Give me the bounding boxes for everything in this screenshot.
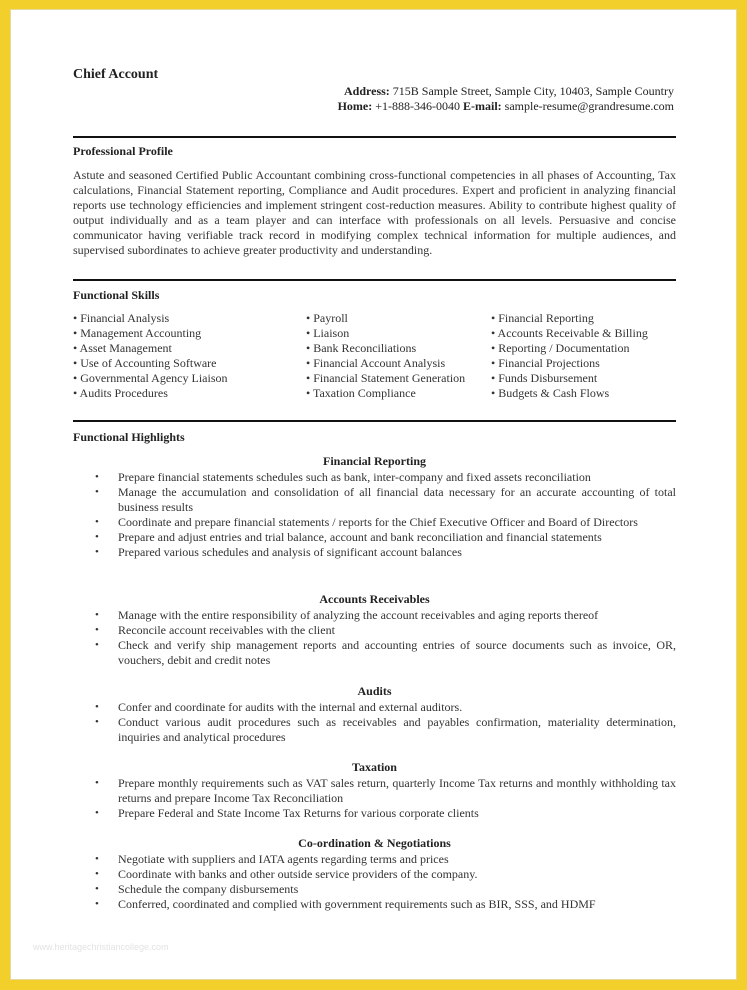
- bullet-icon: •: [95, 639, 99, 651]
- list-item: • Prepare Federal and State Income Tax Returns for various corporate clients: [95, 806, 479, 820]
- skills-column-2: [306, 311, 465, 401]
- bullet-icon: •: [95, 471, 99, 483]
- skill-item: • Use of Accounting Software: [73, 356, 217, 370]
- skills-heading: Functional Skills: [73, 288, 160, 302]
- skill-item: • Taxation Compliance: [306, 386, 416, 400]
- subsection-heading: Co-ordination & Negotiations: [298, 836, 451, 850]
- skill-item: • Bank Reconciliations: [306, 341, 417, 355]
- list-item: • Reconcile account receivables with the client: [95, 623, 335, 637]
- list-item: • Manage the accumulation and consolidation of all financial data necessary for an accurate accounting of total business results: [95, 485, 676, 514]
- bullet-icon: •: [95, 609, 99, 621]
- accounts-receivables-list: [73, 608, 676, 668]
- bullet-icon: •: [95, 701, 99, 713]
- skill-item: • Management Accounting: [73, 326, 202, 340]
- address-value: 715B Sample Street, Sample City, 10403, Sample Country: [392, 84, 674, 98]
- skill-item: • Financial Analysis: [73, 311, 170, 325]
- audits-list: [73, 700, 676, 745]
- list-item: • Prepared various schedules and analysis of significant account balances: [95, 545, 462, 559]
- bullet-icon: •: [95, 516, 99, 528]
- bullet-icon: •: [95, 777, 99, 789]
- highlights-heading: Functional Highlights: [73, 430, 185, 444]
- watermark-text: www.heritagechristiancollege.com: [33, 942, 169, 952]
- list-item: • Check and verify ship management reports and accounting entries of source documents such as invoice, OR, vouchers, debit and credit notes: [95, 638, 676, 667]
- list-item: • Manage with the entire responsibility of analyzing the account receivables and aging reports thereof: [95, 608, 599, 622]
- resume-title: Chief Account: [73, 67, 159, 82]
- taxation-list: [73, 776, 676, 821]
- skills-column-3: [491, 311, 648, 401]
- coordination-list: [73, 852, 676, 912]
- divider-3: [73, 420, 676, 422]
- financial-reporting-list: [73, 470, 676, 560]
- bullet-icon: •: [95, 807, 99, 819]
- skill-item: • Payroll: [306, 311, 348, 325]
- bullet-icon: •: [95, 531, 99, 543]
- profile-text: Astute and seasoned Certified Public Accountant combining cross-functional competencies in all phases of Accounting, Tax calculations, Financial Statement reporting, Compliance and Audit procedures. Expert and proficient in analyzing financial reports use technology efficiencies and implement stringent cost-reduction measures. Ability to contribute highest quality of output individually and as a team player and can interface with professionals on all levels. Persuasive and concise communicator having verifiable track record in modifying complex technical information for multiple audiences, and supervised subordinates to achieve greater productivity and understanding.: [73, 168, 676, 257]
- email-label: E-mail:: [463, 99, 502, 113]
- divider-1: [73, 136, 676, 138]
- skill-item: • Asset Management: [73, 341, 172, 355]
- list-item: • Coordinate with banks and other outside service providers of the company.: [95, 867, 478, 881]
- subsection-heading: Audits: [357, 684, 392, 698]
- resume-page: [10, 9, 737, 980]
- skill-item: • Budgets & Cash Flows: [491, 386, 610, 400]
- contact-line: [338, 99, 674, 114]
- subsection-heading: Financial Reporting: [322, 454, 426, 468]
- skill-item: • Financial Statement Generation: [306, 371, 466, 385]
- bullet-icon: •: [95, 853, 99, 865]
- address-line: [344, 84, 674, 99]
- skill-item: • Audits Procedures: [73, 386, 168, 400]
- divider-2: [73, 279, 676, 281]
- list-item: • Coordinate and prepare financial statements / reports for the Chief Executive Officer and Board of Directors: [95, 515, 638, 529]
- list-item: • Prepare financial statements schedules such as bank, inter-company and fixed assets reconciliation: [95, 470, 591, 484]
- bullet-icon: •: [95, 716, 99, 728]
- home-label: Home:: [337, 99, 373, 113]
- skills-column-1: [73, 311, 228, 401]
- skill-item: • Financial Account Analysis: [306, 356, 446, 370]
- skill-item: • Financial Reporting: [491, 311, 594, 325]
- list-item: • Confer and coordinate for audits with the internal and external auditors.: [95, 700, 463, 714]
- bullet-icon: •: [95, 486, 99, 498]
- profile-heading: Professional Profile: [73, 144, 173, 158]
- bullet-icon: •: [95, 546, 99, 558]
- list-item: • Conferred, coordinated and complied with government requirements such as BIR, SSS, and HDMF: [95, 897, 596, 911]
- subsection-heading: Accounts Receivables: [319, 592, 430, 606]
- skill-item: • Financial Projections: [491, 356, 600, 370]
- subsection-heading: Taxation: [352, 760, 397, 774]
- bullet-icon: •: [95, 883, 99, 895]
- list-item: • Negotiate with suppliers and IATA agents regarding terms and prices: [95, 852, 449, 866]
- skill-item: • Funds Disbursement: [491, 371, 598, 385]
- bullet-icon: •: [95, 624, 99, 636]
- email-address[interactable]: sample-resume@grandresume.com: [504, 99, 674, 113]
- bullet-icon: •: [95, 868, 99, 880]
- skill-item: • Accounts Receivable & Billing: [491, 326, 648, 340]
- list-item: • Prepare and adjust entries and trial balance, account and bank reconciliation and financial statements: [95, 530, 602, 544]
- list-item: • Prepare monthly requirements such as VAT sales return, quarterly Income Tax returns and monthly withholding tax returns and prepare Income Tax Reconciliation: [95, 776, 676, 805]
- skill-item: • Liaison: [306, 326, 350, 340]
- skill-item: • Reporting / Documentation: [491, 341, 630, 355]
- bullet-icon: •: [95, 898, 99, 910]
- list-item: • Schedule the company disbursements: [95, 882, 299, 896]
- home-phone: +1-888-346-0040: [375, 99, 460, 113]
- skill-item: • Governmental Agency Liaison: [73, 371, 228, 385]
- list-item: • Conduct various audit procedures such as receivables and payables confirmation, materiality determination, inquiries and analytical procedures: [95, 715, 676, 744]
- address-label: Address:: [344, 84, 390, 98]
